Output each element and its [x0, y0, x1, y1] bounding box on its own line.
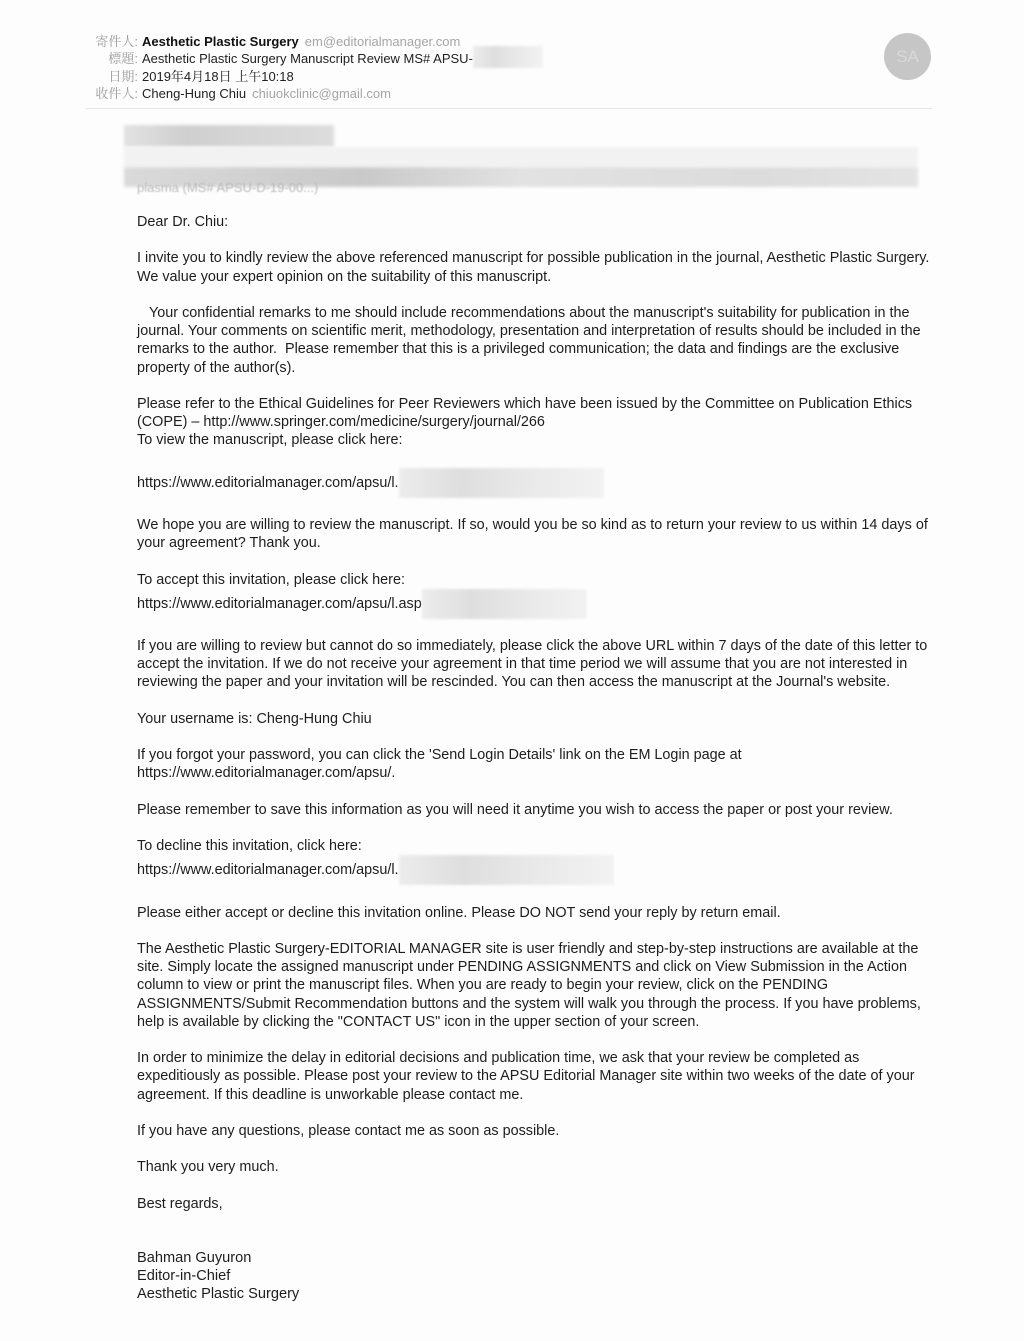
greeting: Dear Dr. Chiu: [137, 214, 229, 230]
recipient-name[interactable]: Cheng-Hung Chiu [142, 86, 247, 101]
paragraph-confidential: Your confidential remarks to me should include recommendations about the manuscript's suitability for publication in the journal. Your comments on scientific merit, methodology, presentation and interpretation of results should be included in the remarks to the author. Please remember that this is a privileged communication; the data and findings are the exclusive property of the author(s). [137, 304, 925, 376]
subject-row [86, 50, 932, 68]
username-line: Your username is: Cheng-Hung Chiu [137, 710, 372, 727]
accept-invitation-link[interactable]: https://www.editorialmanager.com/apsu/l.asp [137, 595, 422, 612]
header-divider [86, 108, 932, 109]
password-text: If you forgot your password, you can click the 'Send Login Details' link on the EM Login page at [137, 747, 742, 764]
paragraph-invite: I invite you to kindly review the above referenced manuscript for possible publication in the journal, Aesthetic Plastic Surgery. We value your expert opinion on the suitability of this manuscript. [137, 250, 930, 285]
decline-intro: To decline this invitation, click here: [137, 838, 362, 855]
redacted-title-block [124, 147, 918, 167]
redacted-link [399, 468, 604, 498]
redacted-link [422, 589, 587, 619]
paragraph-timeline: In order to minimize the delay in editorial decisions and publication time, we ask that your review be completed as expeditiously as possible. Please post your review to the APSU Editorial Manager site within two weeks of the date of your agreement. If this deadline is unworkable please contact me. [137, 1050, 915, 1103]
from-label: 寄件人: [95, 34, 138, 49]
paragraph-password [137, 746, 937, 782]
closing: Best regards, [137, 1195, 223, 1212]
em-login-link[interactable]: https://www.editorialmanager.com/apsu/. [137, 765, 396, 782]
paragraph-online: Please either accept or decline this invitation online. Please DO NOT send your reply by return email. [137, 904, 781, 921]
ethics-text: Please refer to the Ethical Guidelines for Peer Reviewers which have been issued by the Committee on Publication Ethics (COPE) – http://www.springer.com/medicine/surgery/journal/266 [137, 395, 913, 431]
redacted-title-block [124, 125, 334, 147]
paragraph-ethics [137, 395, 937, 450]
recipient-email[interactable]: chiuokclinic@gmail.com [252, 86, 391, 101]
to-label: 收件人: [95, 86, 138, 101]
decline-invitation-link[interactable]: https://www.editorialmanager.com/apsu/l. [137, 862, 399, 879]
accept-link-row [137, 589, 587, 619]
signature-title: Editor-in-Chief [137, 1268, 231, 1285]
subject-text: Aesthetic Plastic Surgery Manuscript Review MS# APSU- [142, 51, 473, 66]
sender-email[interactable]: em@editorialmanager.com [304, 34, 461, 49]
redacted-title-fragment: plasma (MS# APSU-D-19-00...) [137, 180, 319, 195]
sender-name[interactable]: Aesthetic Plastic Surgery [142, 34, 299, 49]
signature [137, 1249, 937, 1304]
sender-avatar: SA [884, 33, 931, 80]
subject-label: 標題: [108, 51, 138, 66]
paragraph-instructions: The Aesthetic Plastic Surgery-EDITORIAL MANAGER site is user friendly and step-by-step instructions are available at the site. Simply locate the assigned manuscript under PENDING ASSIGNMENTS and click on View Submission in the Action column to view or print the manuscript files. When you are ready to begin your review, click on the PENDING ASSIGNMENTS/Submit Recommendation buttons and the system will walk you through the process. If you have problems, help is available by clicking the "CONTACT US" icon in the upper section of your screen. [137, 940, 921, 1030]
paragraph-hope: We hope you are willing to review the manuscript. If so, would you be so kind as to return your review to us within 14 days of your agreement? Thank you. [137, 516, 928, 552]
paragraph-deadline: If you are willing to review but cannot do so immediately, please click the above URL within 7 days of the date of this letter to accept the invitation. If we do not receive your agreement in that time period we will assume that you are not interested in reviewing the paper and your invitation will be rescinded. You can then access the manuscript at the Journal's website. [137, 637, 928, 691]
paragraph-thanks: Thank you very much. [137, 1159, 279, 1176]
view-manuscript-intro: To view the manuscript, please click here: [137, 432, 403, 449]
decline-link-row [137, 855, 614, 885]
email-header [86, 33, 932, 102]
redacted-link [399, 855, 614, 885]
view-manuscript-link[interactable]: https://www.editorialmanager.com/apsu/l. [137, 474, 399, 491]
paragraph-save-info: Please remember to save this information as you will need it anytime you wish to access the paper or post your review. [137, 801, 893, 818]
paragraph-decline [137, 837, 937, 885]
view-manuscript-row [137, 468, 937, 498]
accept-intro: To accept this invitation, please click here: [137, 571, 405, 588]
email-body [137, 213, 937, 1304]
signature-name: Bahman Guyuron [137, 1249, 252, 1266]
paragraph-questions: If you have any questions, please contact me as soon as possible. [137, 1122, 560, 1139]
to-row [86, 85, 932, 102]
signature-org: Aesthetic Plastic Surgery [137, 1286, 300, 1303]
paragraph-accept [137, 571, 937, 619]
date-label: 日期: [108, 69, 138, 84]
redacted-manuscript-id [473, 46, 543, 68]
date-row [86, 68, 932, 85]
date-text: 2019年4月18日 上午10:18 [142, 69, 294, 84]
